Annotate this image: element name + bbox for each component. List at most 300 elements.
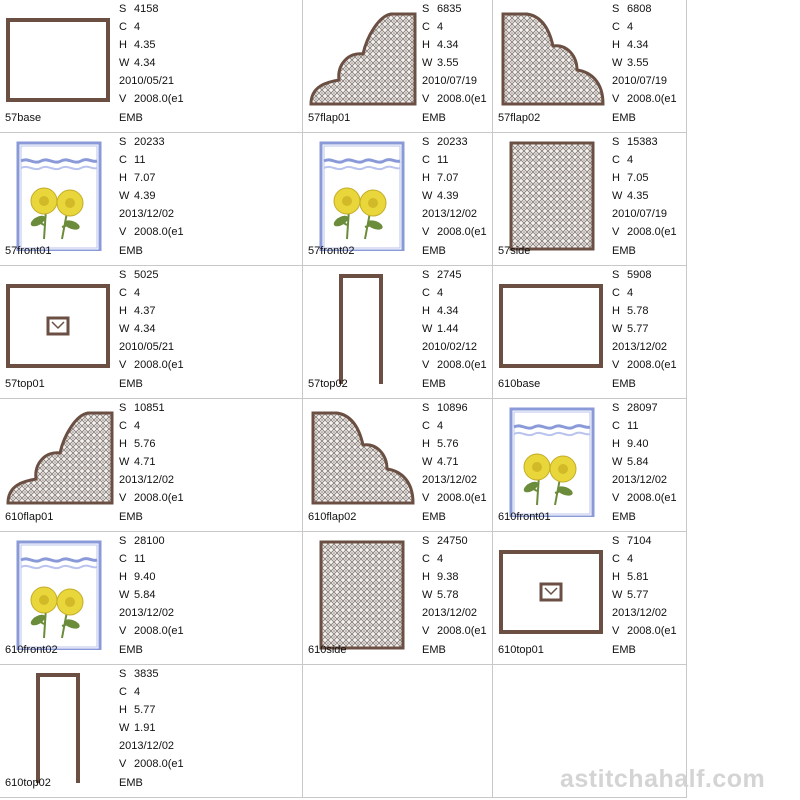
stat-value: 2010/07/19 (612, 75, 668, 87)
design-cell[interactable] (303, 0, 493, 133)
stat-value: 1.91 (131, 722, 156, 734)
file-extension: EMB (119, 511, 143, 523)
stat-label: C (119, 154, 127, 166)
version-value (422, 356, 494, 374)
stat-value: 4.34 (434, 39, 459, 51)
date-value (119, 205, 191, 223)
design-cell[interactable] (0, 399, 303, 532)
width-value (119, 54, 191, 72)
stat-value: 4 (624, 154, 634, 166)
stat-label: V (612, 226, 620, 238)
stat-value: 7.05 (624, 172, 649, 184)
design-cell[interactable] (493, 399, 687, 532)
stitch-count (612, 0, 684, 18)
stat-label: S (119, 402, 127, 414)
stat-label: W (119, 57, 130, 69)
date-value (422, 205, 494, 223)
stat-value: 4.34 (624, 39, 649, 51)
stat-value: 5.78 (624, 305, 649, 317)
stat-label: C (422, 553, 430, 565)
width-value (119, 453, 191, 471)
height-value (119, 36, 191, 54)
stat-label: H (612, 571, 620, 583)
stat-label: H (119, 704, 127, 716)
stat-value: 11 (131, 553, 146, 565)
stat-value: 5.76 (434, 438, 459, 450)
design-cell[interactable] (0, 266, 303, 399)
design-cell[interactable] (0, 532, 303, 665)
stat-value: 2008.0(e1 (434, 625, 487, 637)
watermark: astitchahalf.com (560, 765, 766, 793)
flower-panel-icon (4, 538, 114, 650)
file-name: 57front01 (5, 245, 52, 257)
stat-label: V (612, 359, 620, 371)
flower-panel-icon (497, 405, 607, 517)
stat-label: W (612, 589, 623, 601)
date-value (612, 471, 684, 489)
stat-label: S (612, 269, 620, 281)
height-value (119, 568, 191, 586)
color-count (422, 417, 494, 435)
tall-frame-icon (307, 272, 417, 384)
stat-label: C (422, 420, 430, 432)
stat-value: 2013/12/02 (422, 607, 478, 619)
date-value (119, 72, 191, 90)
file-extension: EMB (119, 245, 143, 257)
design-cell[interactable] (493, 0, 687, 133)
stat-label: H (422, 438, 430, 450)
width-value (422, 54, 494, 72)
stat-value: 4158 (131, 3, 159, 15)
stat-value: 2013/12/02 (119, 474, 175, 486)
stat-value: 28100 (131, 535, 165, 547)
stat-value: 10851 (131, 402, 165, 414)
flower-panel-icon (307, 139, 417, 251)
stitch-count (422, 532, 494, 550)
height-value (422, 169, 494, 187)
date-value (422, 72, 494, 90)
stat-label: C (119, 553, 127, 565)
stat-label: S (119, 3, 127, 15)
stat-value: 4 (131, 21, 141, 33)
design-cell[interactable] (303, 266, 493, 399)
stat-label: H (612, 305, 620, 317)
stat-value: 4.35 (624, 190, 649, 202)
file-name: 610top02 (5, 777, 51, 789)
color-count (612, 18, 684, 36)
stat-label: W (119, 589, 130, 601)
stat-label: H (422, 571, 430, 583)
lace-panel-icon (497, 139, 607, 251)
stat-value: 2008.0(e1 (624, 625, 677, 637)
version-value (612, 223, 684, 241)
date-value (119, 604, 191, 622)
stitch-count (612, 532, 684, 550)
stat-value: 6808 (624, 3, 652, 15)
stat-value: 5.84 (131, 589, 156, 601)
stat-label: S (422, 269, 430, 281)
stat-value: 2008.0(e1 (624, 226, 677, 238)
stitch-count (119, 133, 191, 151)
design-stats (612, 266, 684, 374)
width-value (612, 187, 684, 205)
stat-label: H (119, 305, 127, 317)
stat-label: S (612, 402, 620, 414)
stat-label: C (119, 21, 127, 33)
stat-value: 2745 (434, 269, 462, 281)
stat-label: S (422, 402, 430, 414)
stat-label: W (612, 190, 623, 202)
date-value (422, 338, 494, 356)
width-value (119, 719, 191, 737)
file-name: 57side (498, 245, 531, 257)
stat-label: H (422, 305, 430, 317)
stat-value: 2008.0(e1 (131, 359, 184, 371)
height-value (422, 302, 494, 320)
width-value (612, 320, 684, 338)
width-value (119, 187, 191, 205)
stat-value: 9.40 (131, 571, 156, 583)
design-stats (119, 0, 191, 108)
color-count (119, 417, 191, 435)
file-extension: EMB (119, 378, 143, 390)
stat-label: V (119, 93, 127, 105)
stat-label: H (119, 172, 127, 184)
stat-value: 6835 (434, 3, 462, 15)
width-value (119, 320, 191, 338)
stat-label: C (612, 21, 620, 33)
stat-value: 2010/05/21 (119, 75, 175, 87)
version-value (612, 622, 684, 640)
stat-value: 2010/05/21 (119, 341, 175, 353)
height-value (119, 302, 191, 320)
version-value (119, 622, 191, 640)
stat-value: 5908 (624, 269, 652, 281)
height-value (119, 169, 191, 187)
stat-value: 2008.0(e1 (131, 492, 184, 504)
file-extension: EMB (422, 644, 446, 656)
file-extension: EMB (612, 511, 636, 523)
stat-label: S (119, 269, 127, 281)
file-name: 610side (308, 644, 347, 656)
stat-value: 4 (131, 420, 141, 432)
file-name: 610base (498, 378, 541, 390)
stat-label: W (612, 456, 623, 468)
stat-value: 5.77 (131, 704, 156, 716)
stat-value: 4.35 (131, 39, 156, 51)
file-name: 610top01 (498, 644, 544, 656)
stat-label: H (119, 438, 127, 450)
height-value (119, 701, 191, 719)
stat-value: 11 (624, 420, 639, 432)
stat-value: 5.81 (624, 571, 649, 583)
color-count (119, 550, 191, 568)
stat-value: 2008.0(e1 (131, 226, 184, 238)
version-value (422, 489, 494, 507)
color-count (612, 284, 684, 302)
height-value (422, 435, 494, 453)
flower-panel-icon (4, 139, 114, 251)
stat-value: 3.55 (624, 57, 649, 69)
color-count (612, 151, 684, 169)
stat-value: 11 (434, 154, 449, 166)
height-value (422, 36, 494, 54)
date-value (612, 338, 684, 356)
design-cell[interactable] (493, 532, 687, 665)
stat-label: V (422, 492, 430, 504)
stat-value: 2013/12/02 (119, 740, 175, 752)
stat-label: S (119, 535, 127, 547)
stat-label: H (612, 172, 620, 184)
empty-cell (303, 665, 493, 798)
stitch-count (119, 266, 191, 284)
rect-frame-icon (4, 6, 114, 118)
stat-value: 4 (131, 686, 141, 698)
date-value (612, 72, 684, 90)
stitch-count (422, 133, 494, 151)
stat-label: C (422, 21, 430, 33)
stat-label: C (422, 287, 430, 299)
stat-label: V (119, 492, 127, 504)
color-count (119, 683, 191, 701)
stat-value: 2013/12/02 (119, 208, 175, 220)
design-cell[interactable] (0, 0, 303, 133)
stat-value: 10896 (434, 402, 468, 414)
width-value (422, 320, 494, 338)
stat-label: S (422, 136, 430, 148)
file-name: 57top02 (308, 378, 348, 390)
stat-label: H (119, 39, 127, 51)
stat-value: 2008.0(e1 (434, 93, 487, 105)
design-cell[interactable] (0, 133, 303, 266)
stat-value: 1.44 (434, 323, 459, 335)
color-count (119, 18, 191, 36)
version-value (422, 90, 494, 108)
stat-value: 9.38 (434, 571, 459, 583)
file-extension: EMB (612, 644, 636, 656)
file-extension: EMB (612, 112, 636, 124)
file-name: 57base (5, 112, 42, 124)
design-stats (119, 133, 191, 241)
design-stats (422, 0, 494, 108)
height-value (612, 36, 684, 54)
stat-value: 2008.0(e1 (624, 93, 677, 105)
stat-label: H (422, 172, 430, 184)
version-value (612, 356, 684, 374)
stitch-count (422, 266, 494, 284)
stat-value: 2008.0(e1 (624, 359, 677, 371)
stat-value: 2008.0(e1 (434, 492, 487, 504)
design-stats (612, 399, 684, 507)
stat-value: 2010/07/19 (422, 75, 478, 87)
width-value (612, 54, 684, 72)
design-cell[interactable] (303, 399, 493, 532)
file-name: 610front01 (498, 511, 551, 523)
stat-value: 2008.0(e1 (434, 226, 487, 238)
stat-value: 4.39 (434, 190, 459, 202)
stat-label: S (422, 3, 430, 15)
file-name: 57flap02 (498, 112, 541, 124)
width-value (119, 586, 191, 604)
stat-label: V (612, 93, 620, 105)
height-value (612, 435, 684, 453)
date-value (119, 338, 191, 356)
stat-value: 4 (624, 21, 634, 33)
color-count (612, 550, 684, 568)
design-stats (119, 399, 191, 507)
width-value (422, 586, 494, 604)
stitch-count (119, 665, 191, 683)
stat-label: H (612, 438, 620, 450)
lace-flap-left-icon (307, 6, 417, 118)
file-extension: EMB (422, 511, 446, 523)
color-count (422, 18, 494, 36)
stat-value: 2013/12/02 (612, 474, 668, 486)
stat-value: 4.34 (131, 323, 156, 335)
design-stats (612, 0, 684, 108)
stat-value: 2013/12/02 (422, 474, 478, 486)
stat-value: 4 (434, 420, 444, 432)
design-cell[interactable] (303, 133, 493, 266)
version-value (119, 90, 191, 108)
stat-value: 9.40 (624, 438, 649, 450)
color-count (612, 417, 684, 435)
stat-label: V (119, 625, 127, 637)
stat-label: W (422, 589, 433, 601)
stat-value: 2008.0(e1 (434, 359, 487, 371)
lace-flap-right-icon (307, 405, 417, 517)
design-cell[interactable] (493, 133, 687, 266)
stitch-count (422, 399, 494, 417)
stitch-count (612, 266, 684, 284)
date-value (422, 471, 494, 489)
stat-value: 4 (434, 21, 444, 33)
height-value (119, 435, 191, 453)
date-value (612, 604, 684, 622)
file-name: 57top01 (5, 378, 45, 390)
stitch-count (612, 399, 684, 417)
stat-value: 5.84 (624, 456, 649, 468)
file-name: 57flap01 (308, 112, 351, 124)
stat-value: 5025 (131, 269, 159, 281)
stat-value: 7.07 (131, 172, 156, 184)
stat-value: 4 (131, 287, 141, 299)
design-stats (612, 532, 684, 640)
width-value (612, 453, 684, 471)
color-count (119, 151, 191, 169)
date-value (119, 737, 191, 755)
version-value (119, 223, 191, 241)
stat-value: 4 (434, 287, 444, 299)
lace-flap-right-icon (497, 6, 607, 118)
design-stats (422, 266, 494, 374)
file-extension: EMB (422, 112, 446, 124)
stat-label: H (422, 39, 430, 51)
color-count (422, 284, 494, 302)
version-value (119, 356, 191, 374)
version-value (612, 90, 684, 108)
stat-label: W (119, 456, 130, 468)
top-envelope-icon (497, 538, 607, 650)
rect-frame-icon (497, 272, 607, 384)
stat-value: 4 (624, 553, 634, 565)
stat-label: V (119, 359, 127, 371)
file-extension: EMB (612, 245, 636, 257)
design-cell[interactable] (0, 665, 303, 798)
stitch-count (119, 0, 191, 18)
file-name: 610flap02 (308, 511, 357, 523)
stat-label: W (119, 323, 130, 335)
stat-value: 7.07 (434, 172, 459, 184)
stat-value: 20233 (434, 136, 468, 148)
stat-value: 2010/07/19 (612, 208, 668, 220)
date-value (612, 205, 684, 223)
stat-value: 5.76 (131, 438, 156, 450)
stat-label: V (422, 625, 430, 637)
stat-value: 2013/12/02 (612, 341, 668, 353)
stat-label: S (612, 535, 620, 547)
width-value (422, 187, 494, 205)
stat-label: S (612, 136, 620, 148)
design-stats (422, 532, 494, 640)
stat-label: V (422, 226, 430, 238)
stat-value: 4.39 (131, 190, 156, 202)
height-value (612, 302, 684, 320)
date-value (422, 604, 494, 622)
stat-label: V (119, 758, 127, 770)
stat-label: V (422, 359, 430, 371)
file-name: 57front02 (308, 245, 355, 257)
stat-value: 24750 (434, 535, 468, 547)
design-stats (612, 133, 684, 241)
stat-label: W (612, 323, 623, 335)
stat-label: C (612, 553, 620, 565)
stat-label: S (422, 535, 430, 547)
stat-value: 4.71 (434, 456, 459, 468)
design-cell[interactable] (303, 532, 493, 665)
stat-value: 4.37 (131, 305, 156, 317)
stat-value: 2008.0(e1 (131, 625, 184, 637)
stat-value: 4.71 (131, 456, 156, 468)
width-value (612, 586, 684, 604)
stat-value: 15383 (624, 136, 658, 148)
stat-value: 5.77 (624, 323, 649, 335)
file-name: 610front02 (5, 644, 58, 656)
stat-value: 28097 (624, 402, 658, 414)
stat-value: 20233 (131, 136, 165, 148)
design-cell[interactable] (493, 266, 687, 399)
width-value (422, 453, 494, 471)
stitch-count (422, 0, 494, 18)
stat-value: 2013/12/02 (612, 607, 668, 619)
stat-label: W (422, 456, 433, 468)
version-value (422, 622, 494, 640)
stat-label: C (422, 154, 430, 166)
stitch-count (119, 532, 191, 550)
stat-value: 2008.0(e1 (131, 93, 184, 105)
version-value (119, 489, 191, 507)
stat-value: 3835 (131, 668, 159, 680)
stat-label: H (612, 39, 620, 51)
design-stats (119, 532, 191, 640)
stat-label: C (612, 287, 620, 299)
tall-frame-icon (4, 671, 114, 783)
top-envelope-icon (4, 272, 114, 384)
stat-label: S (612, 3, 620, 15)
file-extension: EMB (119, 112, 143, 124)
stat-value: 5.77 (624, 589, 649, 601)
stat-value: 3.55 (434, 57, 459, 69)
